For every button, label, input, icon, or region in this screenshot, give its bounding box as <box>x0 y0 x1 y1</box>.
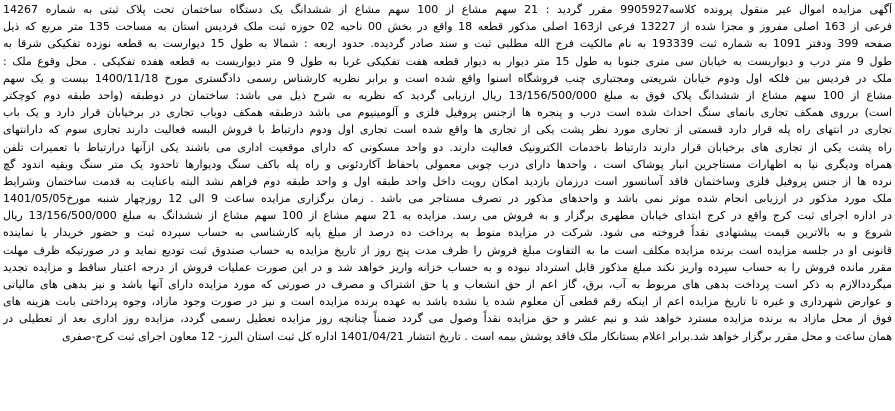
notice-line: شروع و به بالاترین قیمت پیشنهادی نقداً فروخته می شود. شرکت در مزایده منوط به پرداخت ده درصد از مبلغ پایه کارشناسی به حساب سپرده ثبت و حضور خریدار یا نماینده <box>3 226 892 240</box>
notice-line: قانونی او در جلسه مزایده است برنده مزایده مکلف است ما به التفاوت مبلغ فروش را ظرف مدت پنج روز از تاریخ مزایده به حساب صندوق ثبت تودیع نماید و در صورتیکه ظرف مهلت <box>3 243 892 257</box>
notice-line: تجاری در انتهای راه پله قرار دارد قسمتی از تجاری مورد نظر پشت یکی از تجاری ها واقع شده است تجاری اول ودوم دارتباط با فروش البسه فعالیت دارند تجاری سوم که دارانتهای <box>3 123 892 137</box>
notice-line: راه پشت یکی از تجاری های برخیابان قرار دارند دارتباط باخدمات الکترونیک فعالیت دارند. دو واحد مسکونی که دارای موقعیت اداری می باشند یکی ازآنها درارتباط با تعمیرات تلفن <box>3 140 892 154</box>
notice-line: در اداره اجرای ثبت کرج واقع در کرج ابتدای خیابان مطهری برگزار و به فروش می رسد. مزایده به 21 سهم مشاع از 100 سهم مشاع از ششدانگ به مبلغ 13/156/500/000 ریال <box>3 209 892 223</box>
notice-line: صفحه 399 ودفتر 1091 به شماره ثبت 193339 به نام مالکیت فرج الله مطلبی ثبت و سند صادر گردیده. حدود اربعه : شمالا به طول 15 دیوارست به قطعه نوزده تفکیکی شرقا به <box>3 37 892 51</box>
notice-line: و عوارض شهرداری و غیره تا تاریخ مزایده اعم از اینکه رقم قطعی آن معلوم شده یا نشده باشد به عهده برنده مزایده است و نیز در صورت وجود مازاد، وجوه پرداختی بابت هزینه های <box>3 295 892 309</box>
notice-line: ملک در فردیس بین فلکه اول ودوم خیابان شریعتی ومجتباری چنب فروشگاه اسنوا واقع شده است و برابر نظریه کارشناس رسمی دادگستری مورخ 1400/11/18 بیست و یک سهم <box>3 71 892 85</box>
notice-line: فوق از محل مازاد به برنده مزایده مسترد خواهد شد و نیم عشر و حق مزایده نقداً وصول می گردد ضمناً چنانچه روز مزایده تعطیل رسمی گردد، مزایده روز اداری بعد از تعطیلی در <box>3 312 892 326</box>
notice-line: میگرددالازم به ذکر است پرداخت بدهی های مربوط به آب، برق، گاز اعم از حق انشعاب و یا حق اشتراک و مصرف در صورتی که مورد مزایده دارای آنها باشد و نیز بدهی های مالیاتی <box>3 278 892 291</box>
notice-line: مشاع از 100 سهم مشاع از ششدانگ پلاک فوق به مبلغ 13/156/500/000 ریال ارزیابی گردید که نظریه به شرح ذیل می باشد: ساختمان در دوطبقه (واحد طبقه دوم کوچکتر <box>3 88 892 102</box>
notice-line: مقرر مانده فروش را به حساب سپرده واریز نکند مبلغ مذکور قابل استرداد نبوده و به حساب خزانه واریز خواهد شد و در این صورت عملیات فروش از درجه اعتبار ساقط و مزایده تجدید <box>3 260 892 274</box>
notice-line: نرده ها از جنس پروفیل فلزی وساختمان فاقد آسانسور است درزمان بازدید امکان رویت داخل واحد طبقه اول و واحد طبقه دوم فراهم نشد البته باعنایت به قدمت ساختمان وشرایط <box>3 174 892 188</box>
notice-line: است) برروی همکف تجاری بانمای سنگ احداث شده است درب و پنجره ها ازجنس پروفیل فلزی و آلومینیوم می باشد درطبقه همکف دوباب تجاری در برخیابان قرار دارد و یک باب <box>3 106 892 120</box>
notice-line: ملک مورد مذکور در ارزیابی انجام شده موثر نمی باشد و واحدهای مذکور در تصرف مستاجر می باشد . زمان برگزاری مزایده ساعت 9 الی 12 روزچهار شنبه مورخ1401/05/05 <box>3 192 892 206</box>
notice-line: طول 9 متر درب و دیواریست به خیابان سی متری جنوبا به طول 15 متر دیوار به دیوار قطعه هفت تفکیکی غربا به طول 9 متر دیواریست به قطعه هفده تفکیکی . محل وقوع ملک : <box>3 54 892 68</box>
notice-line: فرعی از 163 اصلی مفروز و مجزا شده از 13227 فرعی از163 اصلی مذکور قطعه 18 واقع در بخش 00 ناحیه 02 حوزه ثبت ملک فردیس استان به مساحت 135 متر مربع که ذیل <box>3 20 892 34</box>
notice-line: همراه ودیگری نیا به اظهارات مستاجرین انبار پوشاک است ، واحدها دارای درب چوبی معمولی باحفاظ آکاردئونی و راه پله باکف سنگ ودیوارها تاحدود یک متر سنگ وبقیه اندود گچ <box>3 157 892 171</box>
notice-line: همان ساعت و محل مقرر برگزار خواهد شد.برابر اعلام بستانکار ملک فاقد پوشش بیمه است . تاریخ انتشار 1401/04/21 اداره کل ثبت استان البرز- 12 معاون اجرای ثبت کرج-صفری <box>61 329 892 343</box>
notice-line: آگهی مزایده اموال غیر منقول پرونده کلاسه9905927 مقرر گردید : 21 سهم مشاع از 100 سهم مشاع از ششدانگ یک دستگاه ساختمان تحت پلاک ثبتی به شماره 14267 <box>3 3 892 16</box>
